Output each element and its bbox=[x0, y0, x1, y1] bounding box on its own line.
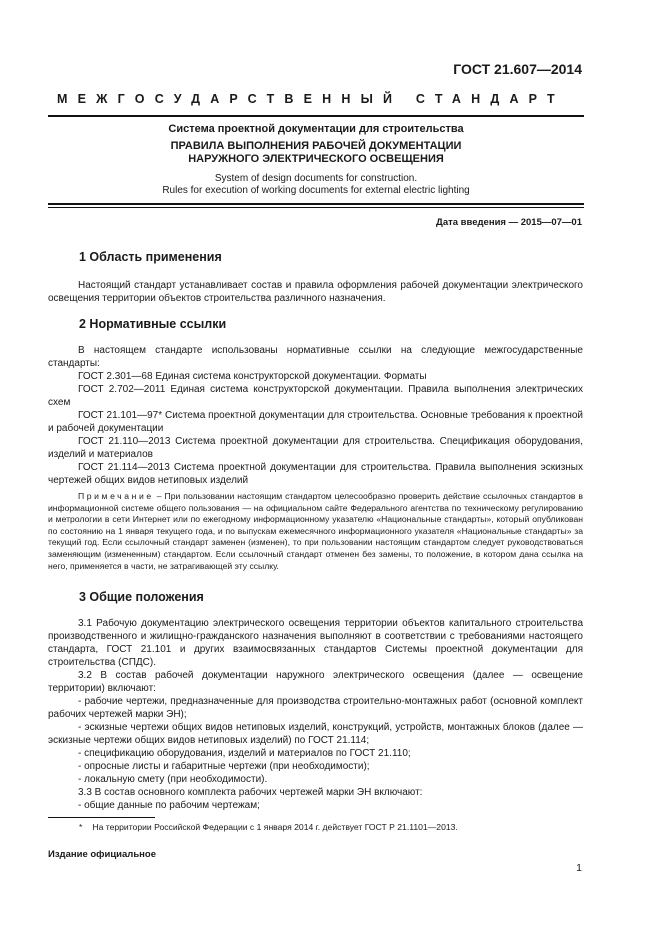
reference-item: ГОСТ 21.110—2013 Система проектной документации для строительства. Спецификация оборудования, изделий и материалов bbox=[48, 436, 583, 460]
reference-item: ГОСТ 21.114—2013 Система проектной документации для строительства. Правила выполнения эскизных чертежей общих видов нетиповых изделий bbox=[48, 462, 583, 486]
note-block bbox=[48, 491, 583, 572]
list-item: - рабочие чертежи, предназначенные для производства строительно-монтажных работ (основной комплект рабочих чертежей марки ЭН); bbox=[48, 696, 583, 720]
list-item: - общие данные по рабочим чертежам; bbox=[78, 800, 260, 811]
section-2-body bbox=[48, 344, 583, 487]
note-text: – При пользовании настоящим стандартом целесообразно проверить действие ссылочных стандартов в информационной системе общего пользования — на официальном сайте Федерального агентства по техническому регулированию и метрологии в сети Интернет или по ежегодному информационному указателю «Национальные стандарты», который опубликован по состоянию на 1 января текущего года, и по выпускам ежемесячного информационного указателя «Национальные стандарты» за текущий год. Если ссылочный стандарт заменен (изменен), то при пользовании настоящим стандартом следует руководствоваться заменяющим (измененным) стандартом. Если ссылочный стандарт отменен без замены, то положение, в котором дана ссылка на него, применяется в части, не затрагивающей эту ссылку. bbox=[48, 491, 583, 571]
standard-type-banner: МЕЖГОСУДАРСТВЕННЫЙ СТАНДАРТ bbox=[57, 92, 565, 106]
list-item: - эскизные чертежи общих видов нетиповых изделий, конструкций, устройств, монтажных блоков (далее — эскизные чертежи общих видов нетиповых изделий) по ГОСТ 21.114; bbox=[48, 722, 583, 746]
paragraph: 3.2 В состав рабочей документации наружного электрического освещения (далее — освещение территории) включают: bbox=[48, 670, 583, 694]
footnote-text: На территории Российской Федерации с 1 января 2014 г. действует ГОСТ Р 21.1101—2013. bbox=[92, 822, 458, 832]
footnote bbox=[79, 822, 458, 832]
paragraph: Настоящий стандарт устанавливает состав и правила оформления рабочей документации электрического освещения территории объектов строительства различного назначения. bbox=[48, 280, 583, 304]
english-title-line-2: Rules for execution of working documents for external electric lighting bbox=[162, 185, 470, 196]
header-divider bbox=[48, 115, 584, 117]
section-1-body bbox=[48, 279, 583, 305]
system-title: Система проектной документации для строительства bbox=[168, 123, 464, 135]
list-item: - опросные листы и габаритные чертежи (при необходимости); bbox=[78, 761, 370, 772]
note-label: Примечание bbox=[78, 491, 154, 501]
english-title bbox=[48, 173, 584, 197]
official-edition-label: Издание официальное bbox=[48, 849, 156, 860]
paragraph: В настоящем стандарте использованы нормативные ссылки на следующие межгосударственные стандарты: bbox=[48, 345, 583, 369]
reference-item: ГОСТ 2.301—68 Единая система конструкторской документации. Форматы bbox=[78, 371, 427, 382]
title-divider-bottom bbox=[48, 207, 584, 208]
section-2-heading: 2 Нормативные ссылки bbox=[79, 317, 227, 331]
section-1-heading: 1 Область применения bbox=[79, 250, 222, 264]
introduction-date: Дата введения — 2015—07—01 bbox=[436, 217, 582, 228]
list-item: - спецификацию оборудования, изделий и материалов по ГОСТ 21.110; bbox=[78, 748, 411, 759]
reference-item: ГОСТ 2.702—2011 Единая система конструкторской документации. Правила выполнения электрических схем bbox=[48, 384, 583, 408]
document-title-line-1: ПРАВИЛА ВЫПОЛНЕНИЯ РАБОЧЕЙ ДОКУМЕНТАЦИИ bbox=[170, 140, 462, 152]
document-code: ГОСТ 21.607—2014 bbox=[453, 61, 582, 77]
document-title-line-2: НАРУЖНОГО ЭЛЕКТРИЧЕСКОГО ОСВЕЩЕНИЯ bbox=[188, 153, 444, 165]
paragraph: 3.1 Рабочую документацию электрического освещения территории объектов капитального строительства производственного и жилищно-гражданского назначения выполняют в соответствии с требованиями настоящего стандарта, ГОСТ 21.101 и других взаимосвязанных стандартов Системы проектной документации для строительства (СПДС). bbox=[48, 618, 583, 668]
english-title-line-1: System of design documents for construction. bbox=[214, 173, 418, 184]
page-number: 1 bbox=[576, 862, 582, 874]
section-3-body bbox=[48, 617, 583, 812]
footnote-divider bbox=[48, 817, 155, 818]
title-divider-top bbox=[48, 203, 584, 205]
footnote-mark: * bbox=[79, 822, 83, 832]
reference-item: ГОСТ 21.101—97* Система проектной документации для строительства. Основные требования к проектной и рабочей документации bbox=[48, 410, 583, 434]
document-title bbox=[48, 140, 584, 166]
paragraph: 3.3 В состав основного комплекта рабочих чертежей марки ЭН включают: bbox=[78, 787, 423, 798]
note-paragraph bbox=[48, 491, 583, 572]
section-3-heading: 3 Общие положения bbox=[79, 590, 204, 604]
list-item: - локальную смету (при необходимости). bbox=[78, 774, 268, 785]
